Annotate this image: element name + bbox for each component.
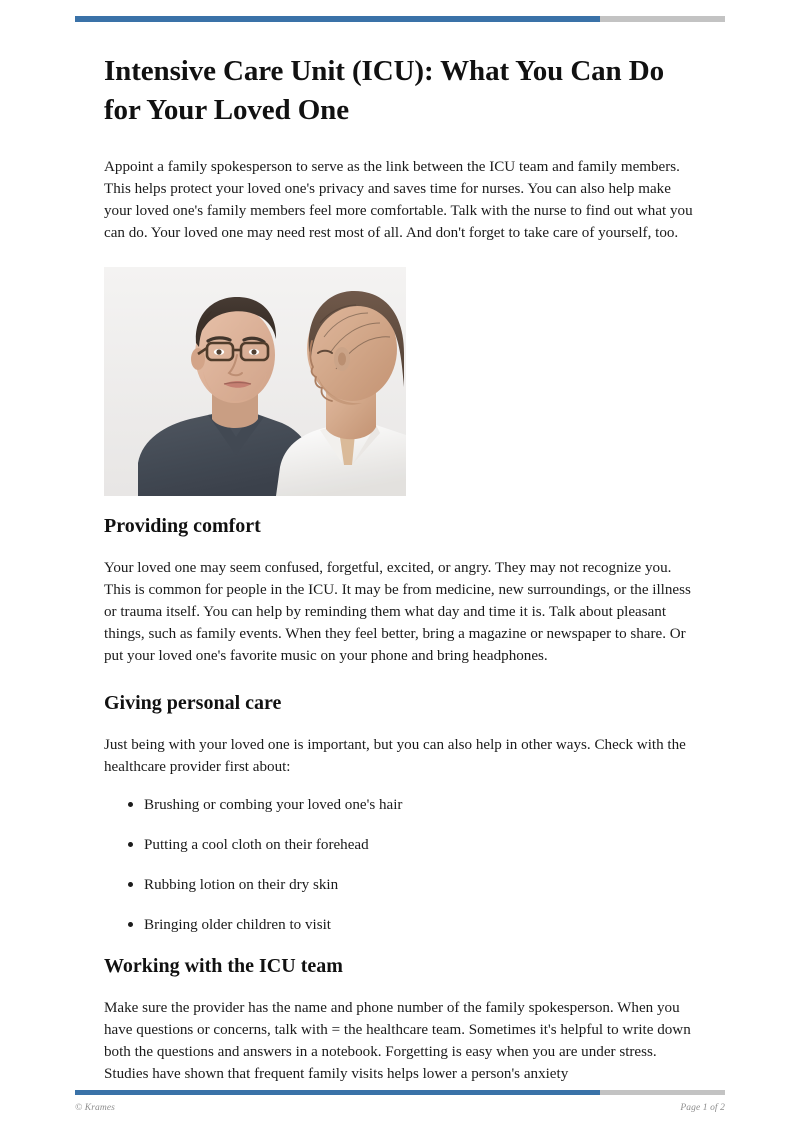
section-heading-giving-personal-care: Giving personal care [104, 692, 282, 715]
list-item-label: Putting a cool cloth on their forehead [144, 836, 369, 853]
bullet-icon [128, 922, 133, 927]
bullet-icon [128, 882, 133, 887]
section-heading-providing-comfort: Providing comfort [104, 515, 261, 538]
bullet-icon [128, 842, 133, 847]
list-item [144, 915, 696, 937]
footer-rule [75, 1090, 725, 1095]
header-rule [75, 16, 725, 22]
footer-rule-gray-segment [600, 1090, 725, 1095]
footer-copyright: © Krames [75, 1103, 115, 1113]
page-footer [75, 1103, 725, 1113]
section-body-providing-comfort: Your loved one may seem confused, forgetful, excited, or angry. They may not recognize you. This is common for people in the ICU. It may be from medicine, new surroundings, or the illness or trauma itself. You can help by reminding them what day and time it is. Talk about pleasant things, such as family events. When they feel better, bring a magazine or newspaper to share. Or put your loved one's favorite music on your phone and bring headphones. [104, 560, 691, 664]
footer-page-number: Page 1 of 2 [680, 1103, 725, 1113]
list-item-label: Brushing or combing your loved one's hair [144, 796, 403, 813]
page-title: Intensive Care Unit (ICU): What You Can Do for Your Loved One [104, 55, 664, 126]
list-item [144, 835, 696, 857]
list-item [144, 795, 696, 817]
header-rule-accent-segment [75, 16, 600, 22]
personal-care-list [104, 795, 696, 937]
section-body-giving-personal-care: Just being with your loved one is important, but you can also help in other ways. Check with the healthcare provider first about: [104, 737, 686, 776]
header-rule-gray-segment [600, 16, 725, 22]
section-body-working-with-icu-team: Make sure the provider has the name and phone number of the family spokesperson. When you have questions or concerns, talk with = the healthcare team. Sometimes it's helpful to write down both the questions and answers in a notebook. Forgetting is easy when you are under stress. Studies have shown that frequent family visits helps lower a person's anxiety [104, 1000, 691, 1082]
footer-rule-accent-segment [75, 1090, 600, 1095]
article-photo [104, 267, 406, 496]
section-heading-working-with-icu-team: Working with the ICU team [104, 955, 343, 978]
intro-paragraph: Appoint a family spokesperson to serve as the link between the ICU team and family members. This helps protect your loved one's privacy and saves time for nurses. You can also help make your loved one's family members feel more comfortable. Talk with the nurse to find out what you can do. Your loved one may need rest most of all. And don't forget to take care of yourself, too. [104, 159, 693, 241]
list-item-label: Rubbing lotion on their dry skin [144, 876, 339, 893]
list-item-label: Bringing older children to visit [144, 916, 331, 933]
photo-illustration [104, 267, 406, 496]
bullet-icon [128, 802, 133, 807]
document-content [104, 52, 696, 1086]
list-item [144, 875, 696, 897]
